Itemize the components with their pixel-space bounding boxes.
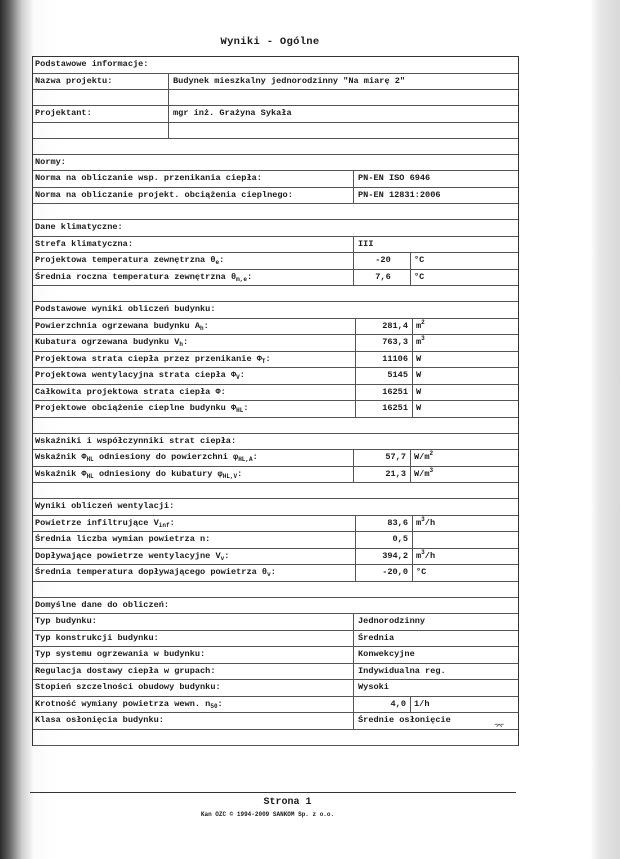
row-label: Powierzchnia ogrzewana budynku $A_h$: <box>35 320 209 332</box>
table-row <box>33 680 518 697</box>
row-value: 16251 <box>355 401 412 417</box>
row-value: 0,5 <box>355 532 412 548</box>
row-label: Typ systemu ogrzewania w budynku: <box>35 649 206 659</box>
table-row <box>33 532 518 549</box>
table-row <box>33 516 518 533</box>
row-label: Stopień szczelności obudowy budynku: <box>35 682 221 692</box>
row-label: Projektowa strata ciepła przez przenikanie $\Phi_T$: <box>35 353 271 365</box>
table-row <box>33 90 518 106</box>
row-label: Typ konstrukcji budynku: <box>35 632 159 643</box>
row-value: 83,6 <box>355 516 412 532</box>
row-value: 281,4 <box>355 319 412 335</box>
row-value: 763,3 <box>355 335 412 351</box>
row-value: Średnia <box>353 631 518 647</box>
section-heading-climate: Dane klimatyczne: <box>33 220 518 237</box>
table-row <box>33 647 518 664</box>
table-row: Norma na obliczanie projekt. obciążenia cieplnego: PN-EN 12831:2006 <box>33 188 518 205</box>
table-row <box>33 565 518 582</box>
table-row: Średnia roczna temperatura zewnętrzna $\theta_{m,e}$: 7,6 °C <box>33 270 518 287</box>
table-row: Projektowa temperatura zewnętrzna $\theta_e$: -20 °C <box>33 253 518 270</box>
row-label: Dopływające powietrze wentylacyjne $V_v$: <box>35 550 230 562</box>
section-heading-indicators: Wskaźniki i współczynniki strat ciepła: <box>33 434 518 451</box>
row-unit: $m^2$ <box>412 319 518 335</box>
row-unit: $m^3/h$ <box>412 549 518 565</box>
table-row <box>33 549 518 566</box>
table-row <box>33 385 518 402</box>
table-row <box>33 352 518 369</box>
table-row <box>33 631 518 648</box>
spacer-row <box>33 139 518 155</box>
row-unit: $m^3$ <box>412 335 518 351</box>
section-heading-results: Podstawowe wyniki obliczeń budynku: <box>33 302 518 319</box>
footer-divider <box>30 792 516 793</box>
row-label: Projektowe obciążenie cieplne budynku $\Phi_{HL}$: <box>35 403 249 414</box>
row-value: 16251 <box>355 385 412 401</box>
pen-mark: ⌤ <box>494 722 505 732</box>
row-label: Średnia temperatura dopływającego powietrza $\theta_v$: <box>35 567 276 578</box>
table-row <box>33 319 518 336</box>
row-unit: W <box>412 368 518 384</box>
row-value: 394,2 <box>355 549 412 565</box>
table-row: Krotność wymiany powietrza wewn. $n_{50}$: 4,0 1/h <box>33 697 518 714</box>
row-label: Całkowita projektowa strata ciepła Φ: <box>35 386 226 397</box>
section-heading-ventilation: Wyniki obliczeń wentylacji: <box>33 499 518 516</box>
row-value: 11106 <box>355 352 412 368</box>
section-heading-basic: Podstawowe informacje: <box>33 57 518 74</box>
spacer-row <box>33 483 518 499</box>
row-unit: $m^3/h$ <box>412 516 518 532</box>
table-row <box>33 401 518 418</box>
table-row <box>33 614 518 631</box>
page-number: Strona 1 <box>263 797 312 808</box>
row-value: Indywidualna reg. <box>353 664 518 680</box>
copyright: Kan OZC © 1994-2009 SANKOM Sp. z o.o. <box>200 811 335 818</box>
row-value: Jednorodzinny <box>353 614 518 630</box>
row-unit <box>412 532 518 548</box>
row-value: Wysoki <box>353 680 518 696</box>
spacer-row <box>33 418 518 434</box>
row-label: Kubatura ogrzewana budynku $V_h$: <box>35 337 189 348</box>
table-row: Wskaźnik $\Phi_{HL}$ odniesiony do kubatury $\varphi_{HL,V}$: 21,3 $W/m^3$ <box>33 467 518 484</box>
row-value: Konwekcyjne <box>353 647 518 663</box>
row-label: Regulacja dostawy ciepła w grupach: <box>35 665 216 676</box>
row-value: -20,0 <box>355 565 412 581</box>
table-row <box>33 368 518 385</box>
table-row: Klasa osłonięcia budynku: Średnie osłonięcie <box>33 713 518 730</box>
row-label: Typ budynku: <box>35 616 97 626</box>
table-row: Wskaźnik $\Phi_{HL}$ odniesiony do powierzchni $\varphi_{HL,A}$: 57,7 $W/m^2$ <box>33 450 518 467</box>
row-label: Projektowa wentylacyjna strata ciepła $\Phi_V$: <box>35 370 245 381</box>
table-row <box>33 123 518 139</box>
table-row: Projektant: mgr inż. Grażyna Sykała <box>33 106 518 123</box>
spacer-row <box>33 204 518 220</box>
table-row: Norma na obliczanie wsp. przenikania ciepła: PN-EN ISO 6946 <box>33 171 518 188</box>
row-unit: W <box>412 401 518 417</box>
spacer-row <box>33 582 518 598</box>
section-heading-norms: Normy: <box>33 155 518 172</box>
row-label: Powietrze infiltrujące $V_{inf}$: <box>35 517 175 529</box>
row-label: Średnia liczba wymian powietrza n: <box>35 534 211 544</box>
table-row: Nazwa projektu: Budynek mieszkalny jednorodzinny "Na miarę 2" <box>33 74 518 91</box>
row-value: 5145 <box>355 368 412 384</box>
page-title: Wyniki - Ogólne <box>220 36 320 48</box>
table-row <box>33 664 518 681</box>
row-unit: W <box>412 352 518 368</box>
table-row <box>33 335 518 352</box>
row-unit: W <box>412 385 518 401</box>
section-heading-defaults: Domyślne dane do obliczeń: <box>33 598 518 615</box>
table-row: Strefa klimatyczna: III <box>33 237 518 254</box>
spacer-row <box>33 730 518 746</box>
row-unit: °C <box>412 565 518 581</box>
results-table <box>32 56 519 746</box>
spacer-row <box>33 286 518 302</box>
page-edge <box>590 0 620 859</box>
